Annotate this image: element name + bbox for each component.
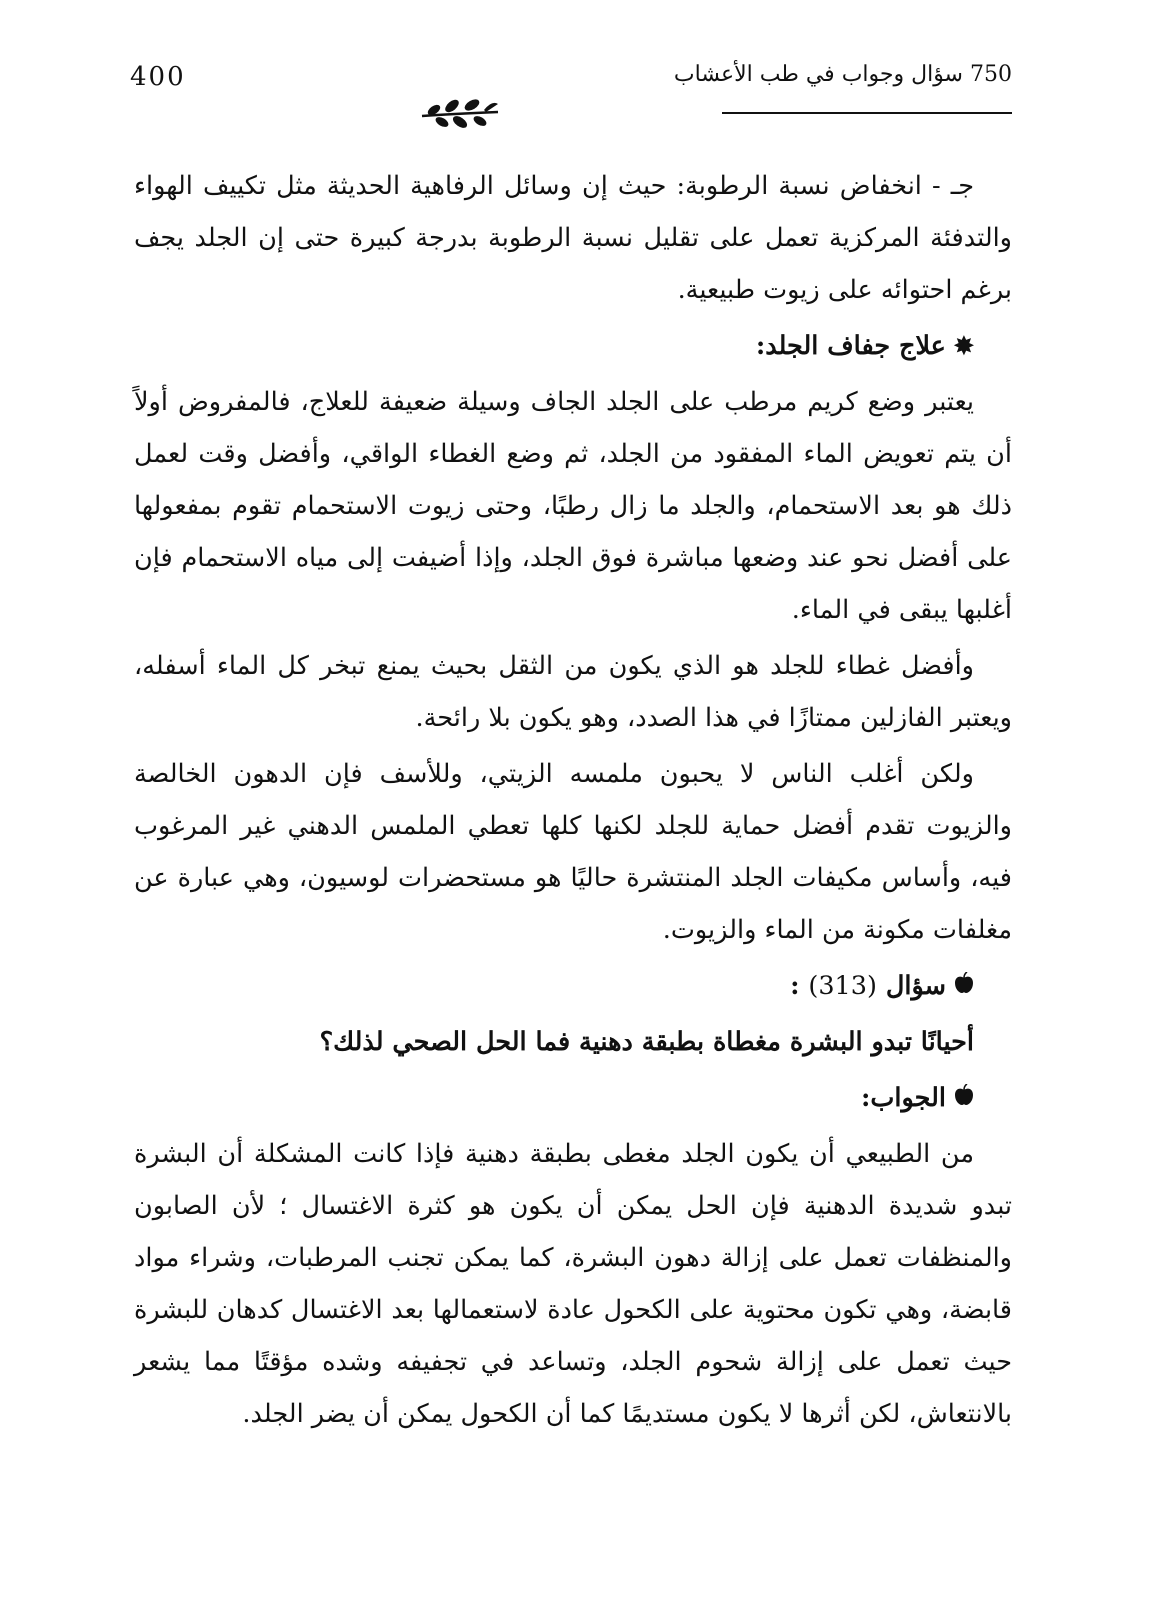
question-suffix: : [790, 971, 800, 1001]
question-number: (313) [808, 971, 877, 1001]
answer-heading [134, 1072, 1012, 1124]
paragraph-lotions: ولكن أغلب الناس لا يحبون ملمسه الزيتي، وللأسف فإن الدهون الخالصة والزيوت تقدم أفضل حماية للجلد لكنها كلها تعطي الملمس الدهني غير المرغوب فيه، وأساس مكيفات الجلد المنتشرة حاليًا هو مستحضرات لوسيون، وهي عبارة عن مغلفات مكونة من الماء والزيوت. [134, 759, 1012, 945]
paragraph-humidity: جـ - انخفاض نسبة الرطوبة: حيث إن وسائل الرفاهية الحديثة مثل تكييف الهواء والتدفئة المركزية تعمل على تقليل نسبة الرطوبة بدرجة كبيرة حتى إن الجلد يجف برغم احتوائه على زيوت طبيعية. [134, 171, 1012, 305]
page-content [134, 160, 1012, 1444]
paragraph-best-cover: وأفضل غطاء للجلد هو الذي يكون من الثقل بحيث يمنع تبخر كل الماء أسفله، ويعتبر الفازلين ممتازًا في هذا الصدد، وهو يكون بلا رائحة. [134, 651, 1012, 733]
star-bullet-icon: ✸ [953, 331, 974, 360]
header-rule [722, 112, 1012, 114]
question-label: سؤال [885, 971, 946, 1001]
answer-label: الجواب: [861, 1083, 946, 1113]
page-header [130, 62, 1012, 102]
section-heading-dry-skin-treatment [134, 320, 1012, 372]
book-title: 750 سؤال وجواب في طب الأعشاب [673, 62, 1012, 87]
heading-text: علاج جفاف الجلد: [755, 331, 946, 361]
question-heading [134, 960, 1012, 1012]
question-text: أحيانًا تبدو البشرة مغطاة بطبقة دهنية فما الحل الصحي لذلك؟ [319, 1027, 974, 1057]
page-number: 400 [130, 62, 186, 92]
leaf-ornament-icon [420, 96, 500, 130]
paragraph-moisturizer: يعتبر وضع كريم مرطب على الجلد الجاف وسيلة ضعيفة للعلاج، فالمفروض أولاً أن يتم تعويض الماء المفقود من الجلد، ثم وضع الغطاء الواقي، وأفضل وقت لعمل ذلك هو بعد الاستحمام، والجلد ما زال رطبًا، وحتى زيوت الاستحمام تقوم بمفعولها على أفضل نحو عند وضعها مباشرة فوق الجلد، وإذا أضيفت إلى مياه الاستحمام فإن أغلبها يبقى في الماء. [134, 387, 1012, 625]
apple-bullet-icon [954, 1084, 974, 1106]
apple-bullet-icon [954, 972, 974, 994]
paragraph-answer: من الطبيعي أن يكون الجلد مغطى بطبقة دهنية فإذا كانت المشكلة أن البشرة تبدو شديدة الدهنية فإن الحل يمكن أن يكون هو كثرة الاغتسال ؛ لأن الصابون والمنظفات تعمل على إزالة دهون البشرة، كما يمكن تجنب المرطبات، وشراء مواد قابضة، وهي تكون محتوية على الكحول عادة لاستعمالها بعد الاغتسال كدهان للبشرة حيث تعمل على إزالة شحوم الجلد، وتساعد في تجفيفه وشده مؤقتًا مما يشعر بالانتعاش، لكن أثرها لا يكون مستديمًا كما أن الكحول يمكن أن يضر الجلد. [134, 1139, 1012, 1429]
